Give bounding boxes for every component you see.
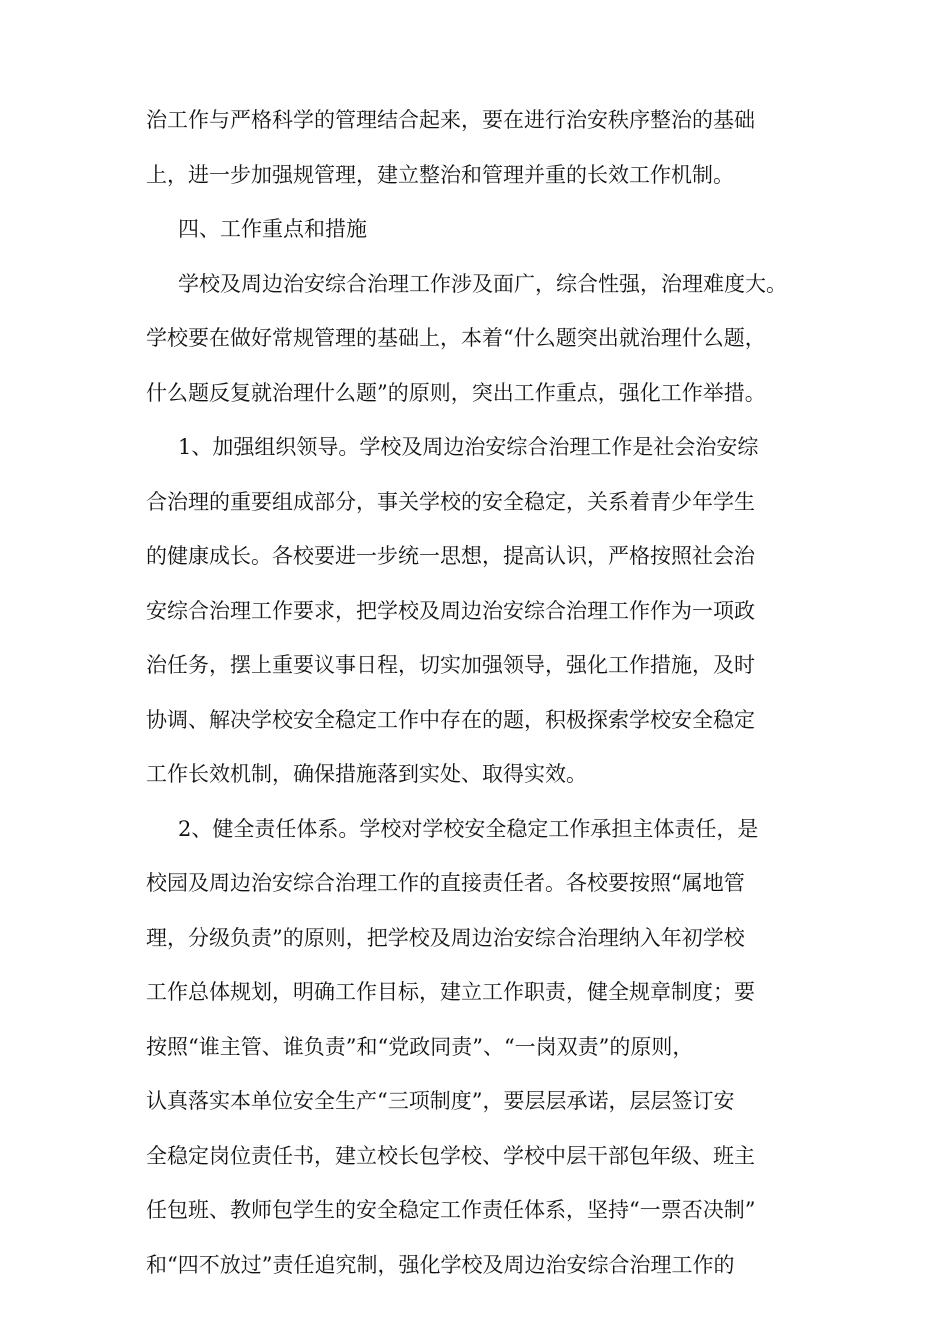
- text-line: 任包班、教师包学生的安全稳定工作责任体系，坚持“一票否决制”: [146, 1198, 756, 1222]
- text-line: 和“四不放过”责任追究制，强化学校及周边治安综合治理工作的: [146, 1252, 735, 1277]
- text-line: 上，进一步加强规管理，建立整治和管理并重的长效工作机制。: [146, 162, 734, 187]
- text-line: 合治理的重要组成部分，事关学校的安全稳定，关系着青少年学生: [146, 489, 755, 514]
- document-body: [146, 98, 826, 1297]
- text-line: 按照“谁主管、谁负责”和“党政同责”、“一岗双责”的原则，: [146, 1034, 694, 1059]
- text-line: 的健康成长。各校要进一步统一思想，提高认识，严格按照社会治: [146, 544, 755, 568]
- text-line: 安综合治理工作要求，把学校及周边治安综合治理工作作为一项政: [146, 598, 755, 623]
- text-line: 治工作与严格科学的管理结合起来，要在进行治安秩序整治的基础: [146, 108, 755, 132]
- text-line: 协调、解决学校安全稳定工作中存在的题，积极探索学校安全稳定: [146, 707, 755, 732]
- text-line: 1、加强组织领导。学校及周边治安综合治理工作是社会治安综: [178, 435, 759, 459]
- text-line: 学校及周边治安综合治理工作涉及面广，综合性强，治理难度大。: [178, 271, 787, 296]
- text-line: 2、健全责任体系。学校对学校安全稳定工作承担主体责任，是: [178, 816, 759, 841]
- text-line: 认真落实本单位安全生产“三项制度”，要层层承诺，层层签订安: [146, 1089, 735, 1113]
- text-line: 理，分级负责”的原则，把学校及周边治安综合治理纳入年初学校: [146, 925, 745, 950]
- text-line: 学校要在做好常规管理的基础上，本着“什么题突出就治理什么题，: [146, 326, 766, 350]
- text-line: 什么题反复就治理什么题”的原则，突出工作重点，强化工作举措。: [146, 380, 766, 405]
- text-line: 治任务，摆上重要议事日程，切实加强领导，强化工作措施，及时: [146, 653, 755, 677]
- text-line: 工作总体规划，明确工作目标，建立工作职责，健全规章制度；要: [146, 980, 755, 1004]
- text-line: 校园及周边治安综合治理工作的直接责任者。各校要按照“属地管: [146, 871, 745, 895]
- text-line: 工作长效机制，确保措施落到实处、取得实效。: [146, 762, 587, 786]
- section-heading: 四、工作重点和措施: [178, 217, 367, 241]
- text-line: 全稳定岗位责任书，建立校长包学校、学校中层干部包年级、班主: [146, 1143, 755, 1168]
